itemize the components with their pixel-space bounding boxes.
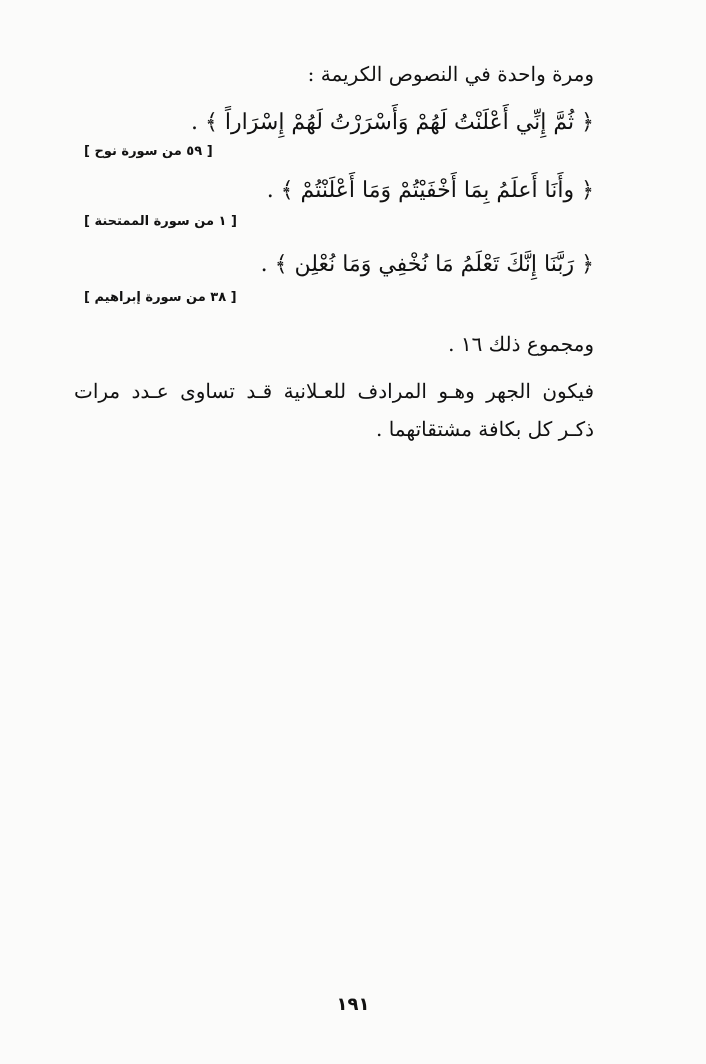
verse-3: ﴿ رَبَّنَا إِنَّكَ تَعْلَمُ مَا نُخْفِي وَمَا نُعْلِن ﴾ .: [260, 252, 594, 277]
conclusion-paragraph: فيكون الجهر وهـو المرادف للعـلانية قـد تساوى عـدد مرات ذكـر كل بكافة مشتقاتهما .: [74, 379, 594, 441]
verse-2-reference: [ ١ من سورة الممتحنة ]: [84, 214, 237, 229]
verse-3-reference: [ ٣٨ من سورة إبراهيم ]: [84, 290, 237, 305]
verse-1: ﴿ ثُمَّ إِنِّي أَعْلَنْتُ لَهُمْ وَأَسْرَرْتُ لَهُمْ إِسْرَاراً ﴾ .: [191, 110, 594, 135]
verse-2: ﴿ وأَنَا أَعلَمُ بِمَا أَخْفَيْتُمْ وَمَا أَعْلَنْتُمْ ﴾ .: [266, 178, 594, 203]
verse-1-reference: [ ٥٩ من سورة نوح ]: [84, 144, 213, 159]
page-number: ١٩١: [336, 994, 370, 1015]
total-line: ومجموع ذلك ١٦ .: [448, 332, 594, 356]
intro-line: ومرة واحدة في النصوص الكريمة :: [307, 62, 594, 86]
